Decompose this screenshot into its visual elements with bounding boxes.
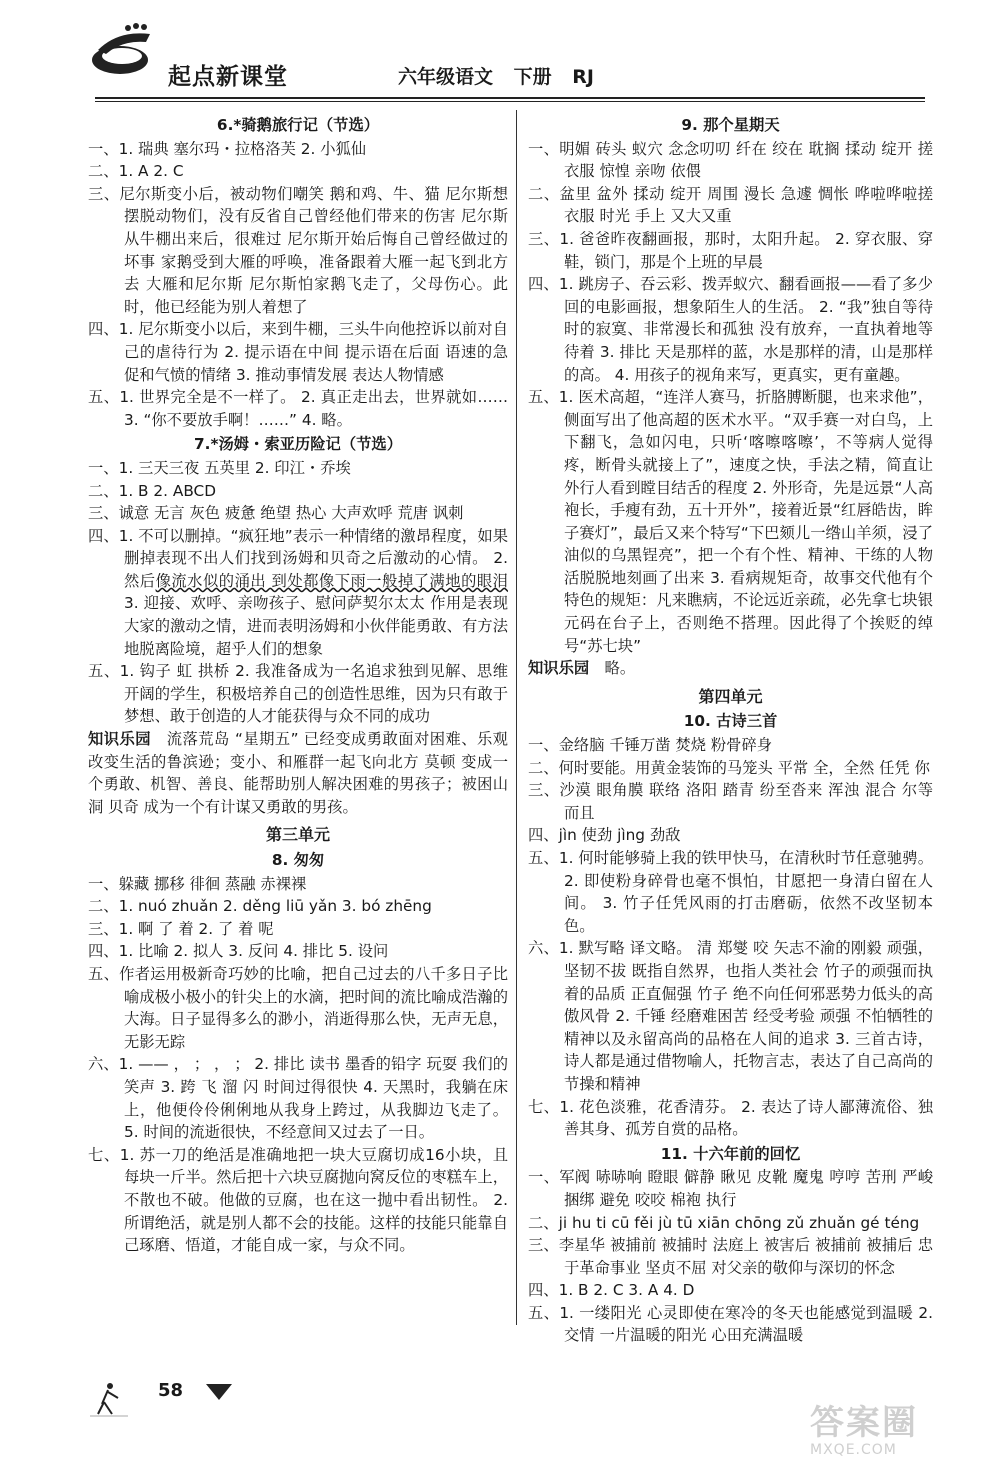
answer-line: 三、1. 爸爸昨夜翻画报，那时，太阳升起。 2. 穿衣服、穿鞋，锁门，那是个上班的早晨	[528, 229, 933, 271]
answer-line: 二、何时要能。用黄金装饰的马笼头 平常 全，全然 任凭 你	[528, 758, 930, 777]
answer-line: 三、1. 啊 了 着 2. 了 着 呢	[88, 919, 274, 938]
lesson-title: 7.*汤姆・索亚历险记（节选）	[193, 435, 403, 454]
brand-logo-icon	[88, 20, 158, 82]
knowledge-park-text: 略。	[604, 659, 636, 678]
lesson-title: 10. 古诗三首	[683, 712, 778, 731]
answer-line: 一、1. 瑞典 塞尔玛・拉格洛芙 2. 小狐仙	[88, 139, 367, 158]
page-footer	[88, 1378, 388, 1418]
answer-line: 六、1. 默写略 译文略。 清 郑燮 咬 矢志不渝的刚毅 顽强，坚韧不拔 既指自然界，也指人类社会 竹子的顽强而执着的品质 正直倔强 竹子 绝不向任何邪恶势力低头的高傲风骨 2. 千锤 经磨难困苦 经受考验 顽强 不怕牺牲的精神以及永留高尚的品格在人间的追求 3. 三首古诗，诗人都是通过借物喻人，托物言志，表达了自己高尚的节操和精神	[528, 939, 933, 1093]
answer-line: 一、明媚 砖头 蚁穴 念念叨叨 纤在 绞在 耽搁 揉动 绽开 搓衣服 惊惶 亲吻 依偎	[528, 139, 933, 181]
answer-line: 一、躲藏 挪移 徘徊 蒸融 赤裸裸	[88, 874, 307, 893]
answer-line: 二、1. B 2. ABCD	[88, 481, 217, 500]
answer-line: 三、沙漠 眼角膜 联络 洛阳 踏青 纷至沓来 浑浊 混合 尔等 而且	[528, 781, 933, 822]
answer-line: 二、1. A 2. C	[88, 162, 184, 181]
answer-line: 二、1. nuó zhuǎn 2. děng liū yǎn 3. bó zhēng	[88, 897, 432, 916]
answer-line: 四、1. 尼尔斯变小以后，来到牛棚，三头牛向他控诉以前对自己的虐待行为 2. 提示语在中间 提示语在后面 语速的急促和气愤的情绪 3. 推动事情发展 表达人物情感	[88, 320, 508, 384]
knowledge-park	[88, 728, 508, 818]
answer-line: 七、1. 花色淡雅，花香清芬。 2. 表达了诗人鄙薄流俗、独善其身、孤芳自赏的品格。	[528, 1097, 933, 1139]
volume: 下册	[513, 66, 552, 88]
answer-line: 五、作者运用极新奇巧妙的比喻，把自己过去的八千多日子比喻成极小极小的针尖上的水滴，把时间的流比喻成浩瀚的大海。日子显得多么的渺小，消逝得那么快，无声无息，无影无踪	[88, 964, 508, 1051]
answer-line: 六、1. —— ， ； ， ； 2. 排比 读书 墨香的铅字 玩耍 我们的笑声 3. 跨 飞 溜 闪 时间过得很快 4. 天黑时，我躺在床上，他便伶伶俐俐地从我身上跨过，从我脚边飞走了。 5. 时间的流逝很快，不经意间又过去了一日。	[88, 1055, 508, 1142]
book-info	[398, 62, 608, 89]
answer-line: 五、1. 何时能够骑上我的铁甲快马，在清秋时节任意驰骋。 2. 即使粉身碎骨也毫不惧怕，甘愿把一身清白留在人间。 3. 竹子任凭风雨的打击磨砺，依然不改坚韧本色。	[528, 849, 933, 935]
watermark-text: 答案圈	[810, 1403, 918, 1443]
left-column	[88, 112, 508, 1257]
header-divider-thin	[95, 101, 925, 102]
answer-line: 五、1. 一缕阳光 心灵即使在寒冷的冬天也能感觉到温暖 2. 交情 一片温暖的阳光 心田充满温暖	[528, 1303, 933, 1345]
edition: RJ	[572, 66, 594, 88]
brand-name: 起点新课堂	[168, 64, 288, 90]
watermark-url: MXQE.COM	[810, 1442, 897, 1458]
lesson-title: 9. 那个星期天	[681, 116, 780, 134]
answer-line: 四、jìn 使劲 jìng 劲敌	[528, 826, 681, 845]
lesson-title: 6.*骑鹅旅行记（节选）	[216, 116, 380, 134]
answer-line: 七、1. 苏一刀的绝活是准确地把一块大豆腐切成16小块，且每块一斤半。然后把十六块豆腐抛向窝反位的枣糕车上，不散也不破。他做的豆腐，也在这一抛中看出韧性。 2. 所谓绝活，就是别人都不会的技能。这样的技能只能靠自己琢磨、悟道，才能自成一家，与众不同。	[88, 1145, 508, 1255]
knowledge-park-label: 知识乐园	[88, 730, 151, 749]
column-divider	[516, 110, 517, 1325]
answer-line: 五、1. 医术高超，“连洋人赛马，折胳膊断腿，也来求他”，侧面写出了他高超的医术水平。“双手赛一对白鸟，上下翻飞，急如闪电，只听‘喀嚓喀嚓’，不等病人觉得疼，断骨头就接上了”，速度之快，手法之精，简直让外行人看到瞠目结舌的程度 2. 外形奇，先是远景“人高袍长，手瘦有劲，五十开外”，接着近景“红唇皓齿，眸子赛灯”，最后又来个特写“下巴颏儿一绺山羊须，浸了油似的乌黑锃亮”，把一个有个性、精神、干练的人物活脱脱地刻画了出来 3. 看病规矩奇，故事交代他有个特色的规矩：凡来瞧病，不论远近亲疏，必先拿七块银元码在台子上，否则绝不搭理。因此得了个挨贬的绰号“苏七块”	[528, 388, 933, 655]
arrow-down-icon	[206, 1384, 232, 1400]
answer-line: 五、1. 世界完全是不一样了。 2. 真正走出去，世界就如…… 3. “你不要放手啊！……” 4. 略。	[88, 388, 508, 429]
right-column	[528, 112, 933, 1347]
header-divider	[95, 97, 925, 99]
lesson-title: 8. 匆匆	[271, 851, 325, 869]
grade-subject: 六年级语文	[398, 66, 494, 88]
answer-line: 四、1. 比喻 2. 拟人 3. 反问 4. 排比 5. 设问	[88, 942, 389, 961]
answer-text: 四、1. 不可以删掉。“疯狂地”表示一种情绪的激昂程度，如果删掉表现不出人们找到汤姆和贝奇之后激动的心情。 2. 然后	[88, 526, 508, 590]
answer-line: 一、军阀 哧哧响 瞪眼 僻静 瞅见 皮靴 魔鬼 哼哼 苦刑 严峻 捆绑 避免 咬咬 棉袍 执行	[528, 1168, 933, 1209]
watermark	[810, 1395, 980, 1458]
answer-line: 二、ji hu ti cū fěi jù tū xiān chōng zǔ zhuǎn gé téng	[528, 1213, 920, 1232]
figure-decoration-icon	[88, 1378, 148, 1418]
answer-line: 三、诚意 无言 灰色 疲惫 绝望 热心 大声欢呼 荒唐 讽刺	[88, 504, 464, 523]
knowledge-park-label: 知识乐园	[528, 659, 590, 678]
answer-line: 一、1. 三天三夜 五英里 2. 印江・乔埃	[88, 458, 351, 477]
page-number: 58	[158, 1380, 184, 1401]
answer-line: 四、1. B 2. C 3. A 4. D	[528, 1281, 695, 1300]
lesson-title: 11. 十六年前的回忆	[660, 1144, 801, 1163]
answer-line: 二、盆里 盆外 揉动 绽开 周围 漫长 急遽 惆怅 哗啦哗啦搓衣服 时光 手上 又大又重	[528, 184, 933, 226]
unit-title: 第三单元	[265, 825, 330, 845]
answer-text: 3. 迎接、欢呼、亲吻孩子、慰问萨契尔太太 作用是表现大家的激动之情，进而表明汤姆和小伙伴能勇敢、有方法地脱离险境，超乎人们的想象	[124, 594, 508, 658]
answer-line: 四、1. 跳房子、吞云彩、拨弄蚁穴、翻看画报——看了多少回的电影画报，想象陌生人的生活。 2. “我”独自等待时的寂寞、非常漫长和孤独 没有放弃，一直执着地等待着 3. 排比 天是那样的蓝，水是那样的清，山是那样的高。 4. 用孩子的视角来写，更真实，更有童趣。	[528, 275, 933, 384]
underlined-text: 像流水似的涌出 到处都像下雨一般掉了满地的眼泪	[155, 571, 508, 590]
answer-line	[88, 525, 508, 661]
answer-line: 三、李星华 被捕前 被捕时 法庭上 被害后 被捕前 被捕后 忠于革命事业 坚贞不屈 对父亲的敬仰与深切的怀念	[528, 1236, 933, 1277]
answer-line: 三、尼尔斯变小后，被动物们嘲笑 鹅和鸡、牛、猫 尼尔斯想摆脱动物们，没有反省自己曾经他们带来的伤害 尼尔斯从牛棚出来后，很难过 尼尔斯开始后悔自己曾经做过的坏事 家鹅受到大雁的呼唤，准备跟着大雁一起飞到北方去 大雁和尼尔斯 尼尔斯怕家鹅飞走了，父母伤心。此时，他已经能为别人着想了	[88, 184, 508, 316]
answer-line: 五、1. 钩子 虹 拱桥 2. 我准备成为一名追求独到见解、思维开阔的学生，积极培养自己的创造性思维，因为只有敢于梦想、敢于创造的人才能获得与众不同的成功	[88, 662, 508, 726]
knowledge-park-text: 流落荒岛 “星期五” 已经变成勇敢面对困难、乐观改变生活的鲁滨逊；变小、和雁群一起飞向北方 莫顿 变成一个勇敢、机智、善良、能帮助别人解决困难的男孩子；被困山洞 贝奇 成为一个有计谋又勇敢的男孩。	[88, 730, 508, 816]
answer-line: 一、金络脑 千锤万凿 焚烧 粉骨碎身	[528, 736, 773, 755]
page-header	[0, 0, 1000, 105]
unit-title: 第四单元	[698, 686, 763, 706]
knowledge-park	[528, 657, 933, 680]
